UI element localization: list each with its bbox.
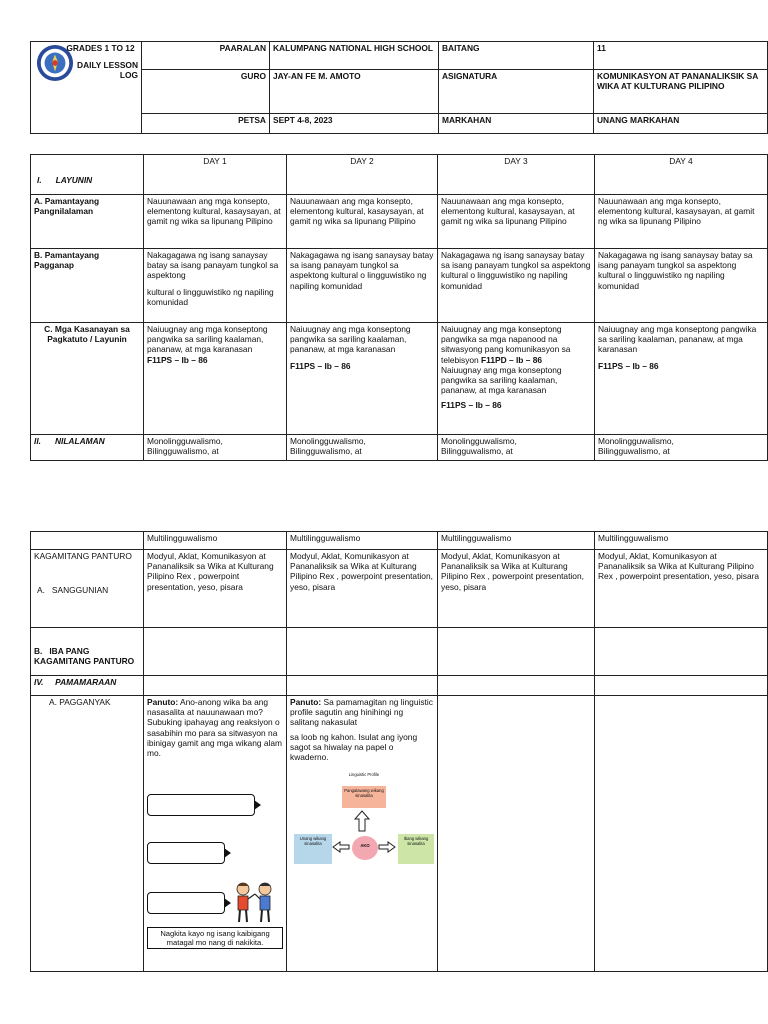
markahan-label: MARKAHAN: [439, 114, 594, 134]
sanggunian-cell: Modyul, Aklat, Komunikasyon at Pananaliksik sa Wika at Kulturang Pilipino Rex , powerpoint presentation, yeso, pisara: [144, 550, 287, 628]
layunin-heading: I. LAYUNIN: [31, 155, 144, 195]
day-header: DAY 3: [438, 155, 595, 195]
pagganap-cell: Nakagagawa ng isang sanaysay batay sa isang panayam tungkol sa aspektong kultural o lingguwistiko ng napiling komunidad: [287, 249, 438, 323]
situation-caption: Nagkita kayo ng isang kaibigang matagal mo nang di nakikita.: [147, 927, 283, 949]
nilalaman-topic-cont: Multilingguwalismo: [438, 532, 595, 550]
profile-left-box: Unang wikang sinasalita: [294, 834, 332, 864]
kasanayan-cell: Naiuugnay ang mga konseptong pangwika sa mga napanood na sitwasyong pang komunikasyon sa telebisyon F11PD – Ib – 86 Naiuugnay ang mga konseptong pangwika sa sariling kaalaman, pananaw, at mga karanasan F11PS – Ib – 86: [438, 323, 595, 435]
pamantayang-pagganap-label: B. Pamantayang Pagganap: [31, 249, 144, 323]
kagamitan-label: KAGAMITANG PANTURO A. SANGGUNIAN: [31, 550, 144, 628]
nilalaman-topic: Monolingguwalismo, Bilingguwalismo, at: [438, 435, 595, 461]
two-friends-illustration: [231, 880, 279, 924]
nilalaman-cell: Nauunawaan ang mga konsepto, elementong kultural, kasaysayan, at gamit ng wika sa lipunang Pilipino: [144, 195, 287, 249]
pamantayang-nilalaman-label: A. Pamantayang Pangnilalaman: [31, 195, 144, 249]
day-header: DAY 4: [595, 155, 768, 195]
pagganyak-day1: Panuto: Ano-anong wika ba ang nasasalita at nauunawaan mo? Subuking ipahayag ang reaksiyon o sasabihin mo para sa sitwasyon na ibinigay gamit ang mga wikang alam mo. Nagkita kayo ng isang kaibigang matagal mo nang di nakikita.: [144, 696, 287, 972]
nilalaman-topic: Monolingguwalismo, Bilingguwalismo, at: [595, 435, 768, 461]
pagganap-cell: Nakagagawa ng isang sanaysay batay sa isang panayam tungkol sa aspektong kultural o lingguwistiko ng napiling komunidad: [595, 249, 768, 323]
nilalaman-topic: Monolingguwalismo, Bilingguwalismo, at: [287, 435, 438, 461]
lesson-table-continued: [30, 531, 768, 972]
kasanayan-cell: Naiuugnay ang mga konseptong pangwika sa sariling kaalaman, pananaw, at mga karanasan F11PS – Ib – 86: [287, 323, 438, 435]
kasanayan-cell: Naiuugnay ang mga konseptong pangwika sa sariling kaalaman, pananaw, at mga karanasan F11PS – Ib – 86: [595, 323, 768, 435]
pagganyak-day2: Panuto: Sa pamamagitan ng linguistic profile sagutin ang hinihingi ng salitang nakasulat sa loob ng kahon. Isulat ang iyong sagot sa hiwalay na papel o kwaderno. Linguistic Profile Pangalawang wikang sinasalita Unang wikang sinasalita AKO Ibang wikang sinasalita: [287, 696, 438, 972]
paaralan-label: PAARALAN: [142, 42, 270, 70]
kasanayan-cell: Naiuugnay ang mga konseptong pangwika sa sariling kaalaman, pananaw, at mga karanasan F11PS – Ib – 86: [144, 323, 287, 435]
petsa-value: SEPT 4-8, 2023: [270, 114, 439, 134]
asignatura-value: KOMUNIKASYON AT PANANALIKSIK SA WIKA AT KULTURANG PILIPINO: [594, 70, 768, 114]
day-header: DAY 1: [144, 155, 287, 195]
guro-value: JAY-AN FE M. AMOTO: [270, 70, 439, 114]
sanggunian-cell: Modyul, Aklat, Komunikasyon at Pananaliksik sa Wika at Kulturang Pilipino Rex , powerpoint presentation, yeso, pisara: [287, 550, 438, 628]
nilalaman-topic: Monolingguwalismo, Bilingguwalismo, at: [144, 435, 287, 461]
profile-top-box: Pangalawang wikang sinasalita: [342, 786, 386, 808]
dll-title: GRADES 1 TO 12 DAILY LESSON LOG: [31, 42, 142, 134]
asignatura-label: ASIGNATURA: [439, 70, 594, 114]
nilalaman-topic-cont: Multilingguwalismo: [595, 532, 768, 550]
day-header: DAY 2: [287, 155, 438, 195]
baitang-value: 11: [594, 42, 768, 70]
pagganyak-label: A. PAGGANYAK: [31, 696, 144, 972]
arrow-up-icon: [354, 810, 370, 832]
markahan-value: UNANG MARKAHAN: [594, 114, 768, 134]
pagganap-cell: Nakagagawa ng isang sanaysay batay sa isang panayam tungkol sa aspektong kultural o lingguwistiko ng napiling komunidad: [144, 249, 287, 323]
profile-center-circle: AKO: [352, 836, 378, 860]
kasanayan-label: C. Mga Kasanayan sa Pagkatuto / Layunin: [31, 323, 144, 435]
speech-bubble: [147, 842, 225, 864]
linguistic-profile-diagram: [294, 772, 434, 900]
arrow-left-icon: [332, 841, 350, 853]
nilalaman-topic-cont: Multilingguwalismo: [144, 532, 287, 550]
sanggunian-cell: Modyul, Aklat, Komunikasyon at Pananaliksik sa Wika at Kulturang Pilipino Rex , powerpoint presentation, yeso, pisara: [438, 550, 595, 628]
nilalaman-cell: Nauunawaan ang mga konsepto, elementong kultural, kasaysayan, at gamit ng wika sa lipunang Pilipino: [287, 195, 438, 249]
lesson-table: [30, 154, 768, 461]
profile-title: Linguistic Profile: [348, 772, 380, 778]
pamamaraan-heading: IV. PAMAMARAAN: [31, 676, 144, 696]
sanggunian-cell: Modyul, Aklat, Komunikasyon at Pananaliksik sa Wika at Kulturang Pilipino Rex , powerpoint presentation, yeso, pisara: [595, 550, 768, 628]
nilalaman-cell: Nauunawaan ang mga konsepto, elementong kultural, kasaysayan, at gamit ng wika sa lipunang Pilipino: [595, 195, 768, 249]
speech-bubble: [147, 892, 225, 914]
baitang-label: BAITANG: [439, 42, 594, 70]
profile-right-box: Ibang wikang sinasalita: [398, 834, 434, 864]
speech-bubble: [147, 794, 255, 816]
petsa-label: PETSA: [142, 114, 270, 134]
guro-label: GURO: [142, 70, 270, 114]
paaralan-value: KALUMPANG NATIONAL HIGH SCHOOL: [270, 42, 439, 70]
pagganap-cell: Nakagagawa ng isang sanaysay batay sa isang panayam tungkol sa aspektong kultural o lingguwistiko ng napiling komunidad: [438, 249, 595, 323]
nilalaman-heading: II. NILALAMAN: [31, 435, 144, 461]
arrow-right-icon: [378, 841, 396, 853]
nilalaman-cell: Nauunawaan ang mga konsepto, elementong kultural, kasaysayan, at gamit ng wika sa lipunang Pilipino: [438, 195, 595, 249]
iba-pang-kagamitan-label: B. IBA PANG KAGAMITANG PANTURO: [31, 628, 144, 676]
header-table: [30, 41, 768, 134]
nilalaman-topic-cont: Multilingguwalismo: [287, 532, 438, 550]
